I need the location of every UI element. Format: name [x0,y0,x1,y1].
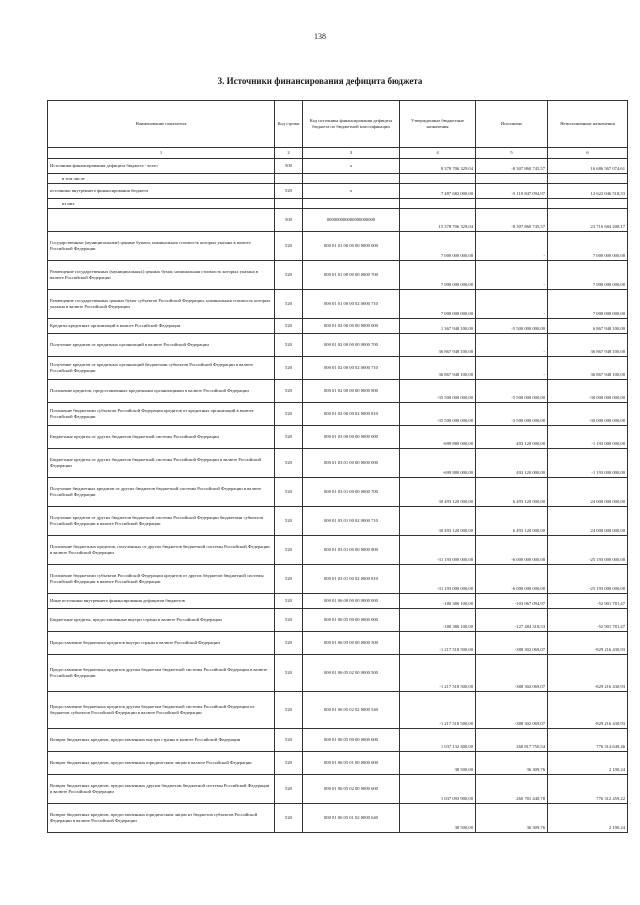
source-code-cell: 000 01 06 05 01 02 0000 640 [303,804,400,833]
approved-amount-cell: -180 386 100,00 [400,609,476,632]
approved-amount-cell: 36 867 948 100,00 [400,334,476,357]
header-remaining: Неисполненные назначения [548,101,628,148]
column-index: 4 [400,148,476,159]
source-code-cell [303,174,400,184]
source-code-cell: 000 01 06 05 01 00 0000 600 [303,752,400,775]
source-code-cell: 000 01 01 00 00 00 0000 700 [303,261,400,290]
line-code-cell: 500 [275,159,303,174]
column-index: 6 [548,148,628,159]
approved-amount-cell: 38 500,00 [400,804,476,833]
approved-amount-cell: 7 000 000 000,00 [400,261,476,290]
executed-amount-cell: -388 302 069,07 [476,632,548,655]
source-code-cell: x [303,184,400,199]
indicator-name-cell: Погашение бюджетами субъектов Российской Федерации кредитов от кредитных организаций в валюте Российской Федерации [48,403,275,426]
source-code-cell: 000 01 01 00 00 00 0000 000 [303,232,400,261]
remaining-amount-cell: 23 716 684 208,17 [548,209,628,232]
remaining-amount-cell: 36 867 948 100,00 [548,357,628,380]
table-row [48,174,628,184]
line-code-cell: 520 [275,804,303,833]
column-index: 2 [275,148,303,159]
table-row [48,655,628,692]
remaining-amount-cell: 7 000 000 000,00 [548,232,628,261]
line-code-cell: 500 [275,209,303,232]
line-code-cell [275,174,303,184]
table-row [48,632,628,655]
table-row [48,507,628,536]
remaining-amount-cell: 7 000 000 000,00 [548,290,628,319]
approved-amount-cell: 7 000 000 000,00 [400,290,476,319]
indicator-name-cell: Предоставление бюджетных кредитов другим бюджетам бюджетной системы Российской Федерации в валюте Российской Федерации [48,655,275,692]
source-code-cell: x [303,159,400,174]
line-code-cell: 520 [275,426,303,449]
header-source-code: Код источника финансирования дефицита бюджета по бюджетной классификации [303,101,400,148]
executed-amount-cell: -5 110 847 094,97 [476,184,548,199]
remaining-amount-cell: 24 000 000 000,00 [548,507,628,536]
indicator-name-cell: Бюджетные кредиты от других бюджетов бюджетной системы Российской Федерации в валюте Российской Федерации [48,449,275,478]
source-code-cell: 000 01 06 05 02 02 0000 540 [303,692,400,729]
indicator-name-cell: Возврат бюджетных кредитов, предоставленных другим бюджетам бюджетной системы Российской Федерации в валюте Российской Федерации [48,775,275,804]
table-row [48,380,628,403]
source-code-cell: 000 01 06 00 00 00 0000 000 [303,594,400,609]
executed-amount-cell [476,199,548,209]
table-row [48,609,628,632]
remaining-amount-cell: 2 190,24 [548,804,628,833]
source-code-cell: 000 01 02 00 00 00 0000 700 [303,334,400,357]
approved-amount-cell: 1 367 948 100,00 [400,319,476,334]
executed-amount-cell [476,174,548,184]
table-row [48,775,628,804]
source-code-cell: 000 01 02 00 00 02 0000 710 [303,357,400,380]
source-code-cell: 000 01 06 05 00 00 0000 000 [303,609,400,632]
source-code-cell: 000 01 06 05 00 00 0000 600 [303,729,400,752]
line-code-cell: 520 [275,478,303,507]
header-indicator-name: Наименование показателя [48,101,275,148]
executed-amount-cell: 493 120 000,00 [476,426,548,449]
table-row [48,692,628,729]
approved-amount-cell: -1 217 518 500,00 [400,632,476,655]
executed-amount-cell: 6 493 120 000,00 [476,507,548,536]
source-code-cell [303,199,400,209]
indicator-name-cell: Государственные (муниципальные) ценные бумаги, номинальная стоимость которых указана в валюте Российской Федерации [48,232,275,261]
executed-amount-cell: -8 307 860 745,57 [476,159,548,174]
approved-amount-cell: -31 193 000 000,00 [400,565,476,594]
remaining-amount-cell: -829 216 430,93 [548,632,628,655]
approved-amount-cell: -35 500 000 000,00 [400,403,476,426]
executed-amount-cell: 493 120 000,00 [476,449,548,478]
indicator-name-cell: Получение кредитов от кредитных организаций бюджетами субъектов Российской Федерации в валюте Российской Федерации [48,357,275,380]
source-code-cell: 000 01 03 01 00 00 0000 700 [303,478,400,507]
table-row [48,319,628,334]
approved-amount-cell: 7 000 000 000,00 [400,232,476,261]
indicator-name-cell: Иные источники внутреннего финансирования дефицитов бюджетов [48,594,275,609]
section-title: 3. Источники финансирования дефицита бюджета [217,76,423,86]
table-row [48,334,628,357]
approved-amount-cell: 30 493 120 000,00 [400,507,476,536]
line-code-cell: 520 [275,632,303,655]
table-row [48,536,628,565]
executed-amount-cell: 36 309,76 [476,752,548,775]
remaining-amount-cell: 24 000 000 000,00 [548,478,628,507]
remaining-amount-cell: 12 622 046 518,53 [548,184,628,199]
line-code-cell: 520 [275,692,303,729]
remaining-amount-cell: 776 314 649,46 [548,729,628,752]
approved-amount-cell: -1 217 518 500,00 [400,692,476,729]
indicator-name-cell [48,209,275,232]
line-code-cell: 520 [275,380,303,403]
approved-amount-cell: -35 500 000 000,00 [400,380,476,403]
source-code-cell: 000 01 03 01 00 00 0000 800 [303,536,400,565]
approved-amount-cell: 36 867 948 100,00 [400,357,476,380]
header-row [48,101,628,148]
executed-amount-cell: - [476,334,548,357]
remaining-amount-cell: 36 867 948 100,00 [548,334,628,357]
source-code-cell: 000 01 03 01 00 02 0000 710 [303,507,400,536]
line-code-cell: 520 [275,261,303,290]
header-executed: Исполнено [476,101,548,148]
remaining-amount-cell: -30 000 000 000,00 [548,403,628,426]
executed-amount-cell: -103 967 094,97 [476,594,548,609]
source-code-cell: 000 01 06 05 02 00 0000 500 [303,655,400,692]
source-code-cell: 000000000000000000000 [303,209,400,232]
approved-amount-cell: 8 378 706 329,04 [400,159,476,174]
executed-amount-cell: - [476,232,548,261]
executed-amount-cell: -388 302 069,07 [476,692,548,729]
indicator-name-cell: Источники финансирования дефицита бюджета - всего [48,159,275,174]
financing-sources-table [47,100,628,833]
header-approved: Утвержденные бюджетные назначения [400,101,476,148]
line-code-cell: 520 [275,449,303,478]
source-code-cell: 000 01 02 00 00 00 0000 800 [303,380,400,403]
source-code-cell: 000 01 01 00 00 02 0000 710 [303,290,400,319]
indicator-name-cell: Погашение бюджетных кредитов, полученных от других бюджетов бюджетной системы Российской Федерации в валюте Российской Федерации [48,536,275,565]
column-index: 5 [476,148,548,159]
table-row [48,184,628,199]
remaining-amount-cell: 16 686 567 074,61 [548,159,628,174]
approved-amount-cell [400,174,476,184]
remaining-amount-cell: 7 000 000 000,00 [548,261,628,290]
executed-amount-cell: -5 500 000 000,00 [476,319,548,334]
executed-amount-cell: 6 493 120 000,00 [476,478,548,507]
line-code-cell: 520 [275,729,303,752]
table-row [48,261,628,290]
approved-amount-cell: 38 500,00 [400,752,476,775]
indicator-name-cell: Возврат бюджетных кредитов, предоставленных юридическим лицам в валюте Российской Федерации [48,752,275,775]
indicator-name-cell: Предоставление бюджетных кредитов внутри страны в валюте Российской Федерации [48,632,275,655]
indicator-name-cell: Размещение государственных ценных бумаг субъектов Российской Федерации, номинальная стоимость которых указана в валюте Российской Федерации [48,290,275,319]
executed-amount-cell: -127 484 318,53 [476,609,548,632]
line-code-cell: 520 [275,290,303,319]
remaining-amount-cell: 6 867 948 100,00 [548,319,628,334]
approved-amount-cell: 1 037 093 900,00 [400,775,476,804]
remaining-amount-cell: -829 216 430,93 [548,692,628,729]
column-index-row [48,148,628,159]
indicator-name-cell: Получение бюджетных кредитов от других бюджетов бюджетной системы Российской Федерации в валюте Российской Федерации [48,478,275,507]
line-code-cell: 520 [275,319,303,334]
remaining-amount-cell [548,199,628,209]
approved-amount-cell [400,199,476,209]
line-code-cell: 520 [275,655,303,692]
source-code-cell: 000 01 03 01 00 02 0000 810 [303,565,400,594]
approved-amount-cell: 1 037 132 400,00 [400,729,476,752]
indicator-name-cell: Погашение кредитов, предоставленных кредитными организациями в валюте Российской Федерации [48,380,275,403]
indicator-name-cell: Возврат бюджетных кредитов, предоставленных юридическим лицам из бюджетов субъектов Российской Федерации в валюте Российской Федерации [48,804,275,833]
approved-amount-cell: 15 378 706 329,04 [400,209,476,232]
indicator-name-cell: Возврат бюджетных кредитов, предоставленных внутри страны в валюте Российской Федерации [48,729,275,752]
approved-amount-cell: 7 487 682 000,00 [400,184,476,199]
indicator-name-cell: Бюджетные кредиты от других бюджетов бюджетной системы Российской Федерации [48,426,275,449]
page-number: 138 [314,32,326,41]
remaining-amount-cell: -30 000 000 000,00 [548,380,628,403]
table-row [48,752,628,775]
indicator-name-cell: Кредиты кредитных организаций в валюте Российской Федерации [48,319,275,334]
remaining-amount-cell: 2 190,24 [548,752,628,775]
line-code-cell: 520 [275,357,303,380]
approved-amount-cell: -180 386 100,00 [400,594,476,609]
executed-amount-cell: -6 000 000 000,00 [476,536,548,565]
line-code-cell: 520 [275,507,303,536]
source-code-cell: 000 01 06 05 00 00 0000 500 [303,632,400,655]
executed-amount-cell: 260 817 750,54 [476,729,548,752]
indicator-name-cell: Погашение бюджетами субъектов Российской Федерации кредитов от других бюджетов бюджетной системы Российской Федерации в валюте Российской Федерации [48,565,275,594]
table-body [48,159,628,833]
table-row [48,232,628,261]
table-row [48,426,628,449]
indicator-name-cell: источники внутреннего финансирования бюджета [48,184,275,199]
approved-amount-cell: 30 493 120 000,00 [400,478,476,507]
line-code-cell: 520 [275,334,303,357]
executed-amount-cell: - [476,290,548,319]
executed-amount-cell: - [476,357,548,380]
table-row [48,804,628,833]
remaining-amount-cell: -1 193 000 000,00 [548,426,628,449]
line-code-cell: 520 [275,536,303,565]
indicator-name-cell: Размещение государственных (муниципальных) ценных бумаг, номинальная стоимость которых указана в валюте Российской Федерации [48,261,275,290]
remaining-amount-cell [548,174,628,184]
remaining-amount-cell: -1 193 000 000,00 [548,449,628,478]
line-code-cell: 520 [275,565,303,594]
line-code-cell: 520 [275,184,303,199]
table-row [48,478,628,507]
source-code-cell: 000 01 03 00 00 00 0000 000 [303,426,400,449]
table-row [48,159,628,174]
table-row [48,290,628,319]
line-code-cell: 520 [275,775,303,804]
executed-amount-cell: -5 500 000 000,00 [476,403,548,426]
executed-amount-cell: - [476,261,548,290]
table-row [48,729,628,752]
approved-amount-cell: -699 880 000,00 [400,449,476,478]
table-row [48,594,628,609]
indicator-name-cell: в том числе [48,174,275,184]
remaining-amount-cell: -829 216 430,93 [548,655,628,692]
line-code-cell: 520 [275,609,303,632]
table-row [48,199,628,209]
source-code-cell: 000 01 06 05 02 00 0000 600 [303,775,400,804]
approved-amount-cell: -699 880 000,00 [400,426,476,449]
line-code-cell: 520 [275,232,303,261]
line-code-cell: 520 [275,403,303,426]
line-code-cell: 520 [275,752,303,775]
remaining-amount-cell: -25 193 000 000,00 [548,565,628,594]
indicator-name-cell: Предоставление бюджетных кредитов другим бюджетам бюджетной системы Российской Федерации из бюджетов субъектов Российской Федерации в валюте Российской Федерации [48,692,275,729]
line-code-cell [275,199,303,209]
executed-amount-cell: -6 000 000 000,00 [476,565,548,594]
indicator-name-cell: Получение кредитов от кредитных организаций в валюте Российской Федерации [48,334,275,357]
indicator-name-cell: Получение кредитов от других бюджетов бюджетной системы Российской Федерации бюджетами субъектов Российской Федерации в валюте Российской Федерации [48,507,275,536]
indicator-name-cell: из них [48,199,275,209]
column-index: 1 [48,148,275,159]
table-row [48,565,628,594]
remaining-amount-cell: 776 312 459,22 [548,775,628,804]
line-code-cell: 520 [275,594,303,609]
source-code-cell: 000 01 02 00 00 02 0000 810 [303,403,400,426]
header-line-code: Код строки [275,101,303,148]
remaining-amount-cell: -52 901 781,47 [548,594,628,609]
table-row [48,403,628,426]
executed-amount-cell: -388 302 069,07 [476,655,548,692]
executed-amount-cell: -8 307 860 745,57 [476,209,548,232]
executed-amount-cell: 36 309,76 [476,804,548,833]
remaining-amount-cell: -25 193 000 000,00 [548,536,628,565]
indicator-name-cell: Бюджетные кредиты, предоставленные внутри страны в валюте Российской Федерации [48,609,275,632]
table-row [48,209,628,232]
table-row [48,357,628,380]
source-code-cell: 000 01 03 01 00 00 0000 000 [303,449,400,478]
table-row [48,449,628,478]
approved-amount-cell: -31 193 000 000,00 [400,536,476,565]
column-index: 3 [303,148,400,159]
executed-amount-cell: 260 781 440,78 [476,775,548,804]
executed-amount-cell: -5 500 000 000,00 [476,380,548,403]
remaining-amount-cell: -52 901 781,47 [548,609,628,632]
source-code-cell: 000 01 02 00 00 00 0000 000 [303,319,400,334]
approved-amount-cell: -1 217 518 500,00 [400,655,476,692]
